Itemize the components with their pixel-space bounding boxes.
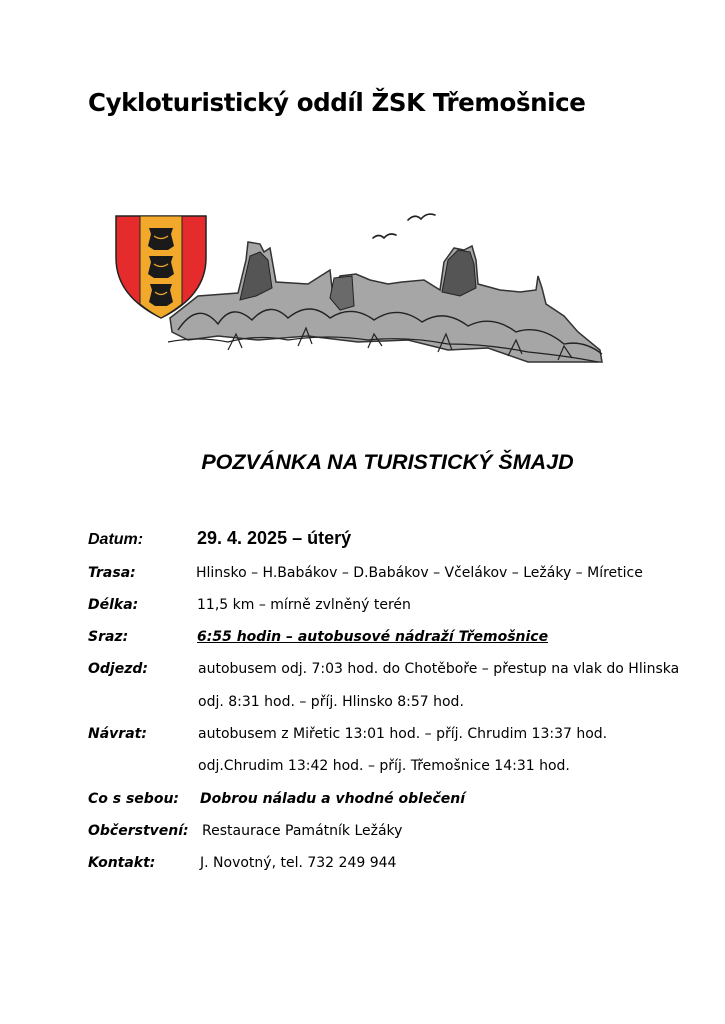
return-line2: odj.Chrudim 13:42 hod. – příj. Třemošnice 14:31 hod.	[198, 758, 570, 774]
date-value: 29. 4. 2025 – úterý	[197, 528, 352, 548]
departure-line1: autobusem odj. 7:03 hod. do Chotěboře – přestup na vlak do Hlinska	[198, 661, 680, 677]
route-label: Trasa:	[88, 565, 136, 581]
invitation-heading: POZVÁNKA NA TURISTICKÝ ŠMAJD	[201, 450, 574, 474]
meeting-label: Sraz:	[88, 629, 129, 645]
contact-value: J. Novotný, tel. 732 249 944	[200, 855, 397, 871]
length-value: 11,5 km – mírně zvlněný terén	[197, 597, 411, 613]
bring-value: Dobrou náladu a vhodné oblečení	[200, 791, 466, 807]
departure-label: Odjezd:	[88, 661, 148, 677]
refreshment-label: Občerstvení:	[88, 823, 189, 839]
return-line1: autobusem z Miřetic 13:01 hod. – příj. Chrudim 13:37 hod.	[198, 726, 608, 742]
return-label: Návrat:	[88, 726, 147, 742]
departure-line2: odj. 8:31 hod. – příj. Hlinsko 8:57 hod.	[198, 694, 464, 710]
contact-label: Kontakt:	[88, 855, 156, 871]
bring-label: Co s sebou:	[88, 791, 180, 807]
castle-ruin-icon	[168, 242, 602, 362]
page-title: Cykloturistický oddíl ŽSK Třemošnice	[88, 88, 586, 117]
route-value: Hlinsko – H.Babákov – D.Babákov – Včelákov – Ležáky – Míretice	[196, 565, 643, 581]
date-label: Datum:	[88, 531, 144, 548]
refreshment-value: Restaurace Památník Ležáky	[202, 823, 403, 839]
meeting-value: 6:55 hodin – autobusové nádraží Třemošnice	[197, 629, 549, 645]
birds-icon	[373, 214, 435, 238]
header-illustration	[108, 200, 608, 375]
length-label: Délka:	[88, 597, 139, 613]
